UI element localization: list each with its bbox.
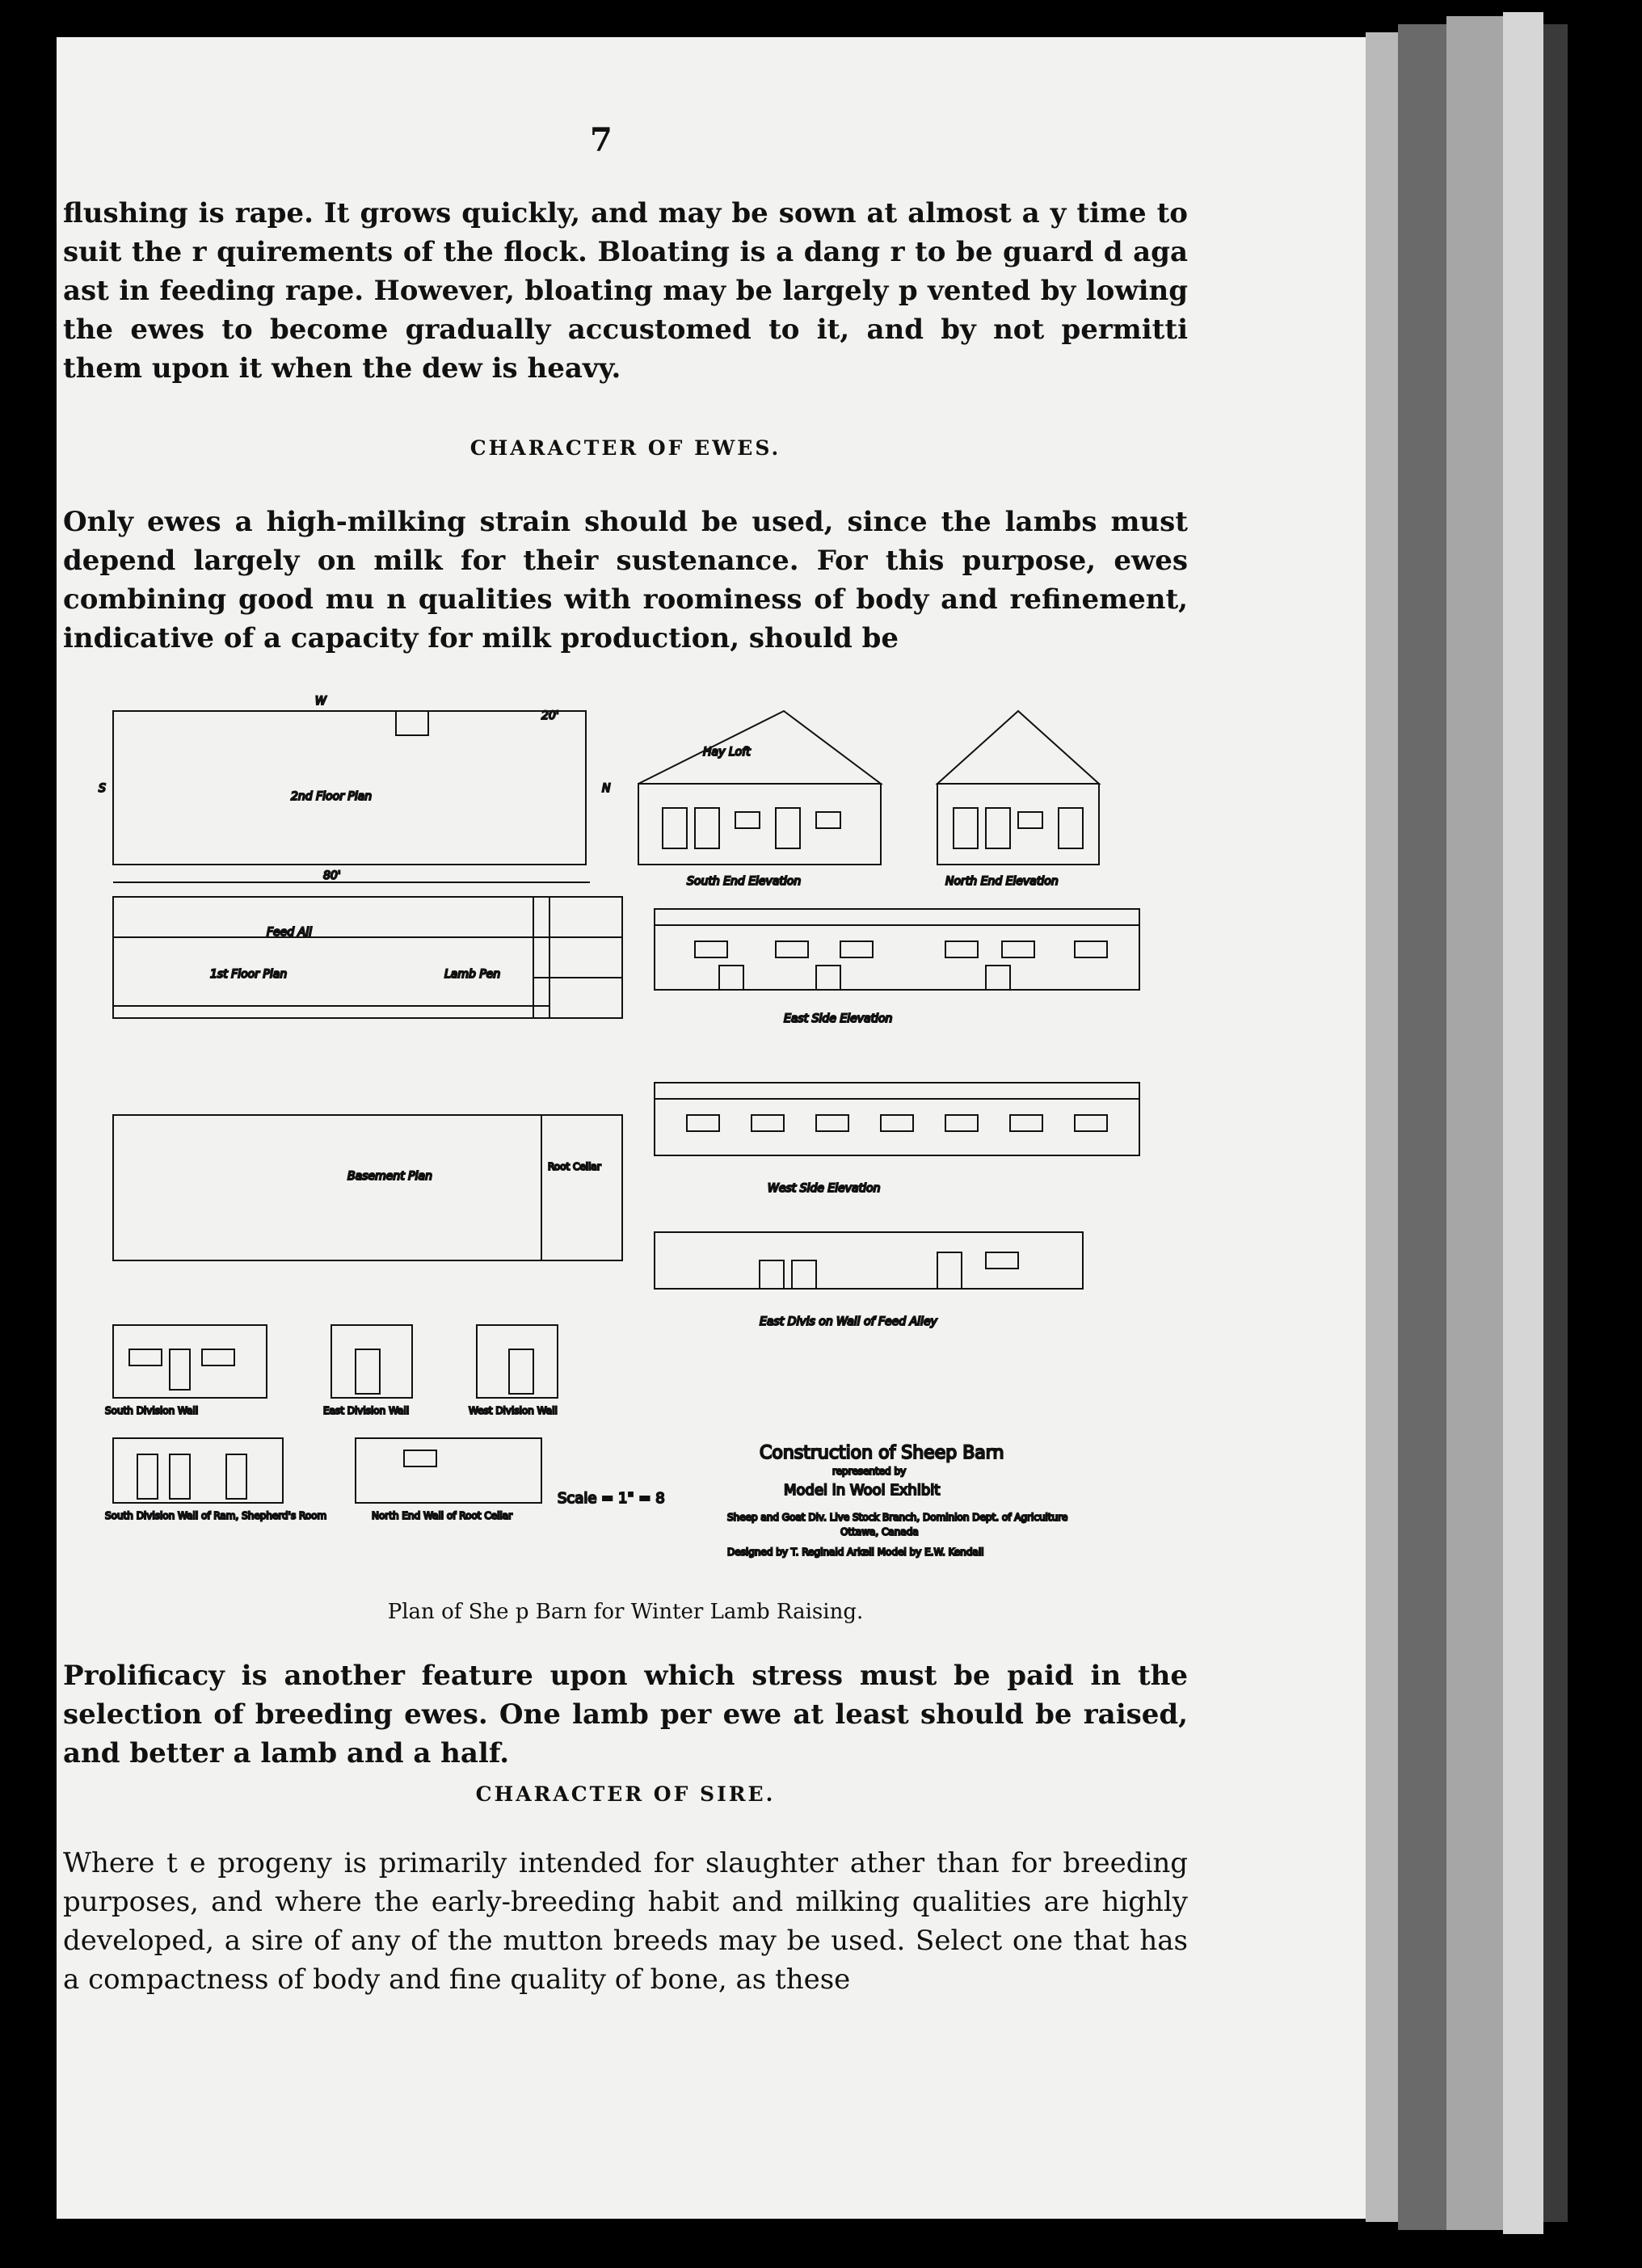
north-end-wall-label: North End Wall of Root Cellar [372, 1510, 513, 1521]
plan-w-label: W [315, 695, 326, 708]
barn-plan-figure [99, 695, 1156, 1567]
plan-credit: Designed by T. Reginald Arkell Model by E.W. Kendall [727, 1546, 984, 1558]
south-division-label: South Division Wall [105, 1405, 199, 1416]
south-end-label: South End Elevation [687, 875, 802, 888]
feed-alley-label: Feed All [267, 926, 312, 939]
basement-outline [113, 1115, 541, 1260]
plan-credit: Ottawa, Canada [840, 1526, 919, 1538]
east-division-wall-label: East Division Wall [323, 1405, 410, 1416]
second-floor-outline [113, 711, 586, 865]
paragraph: Where t e progeny is primarily intended for slaughter ather than for breeding purposes, and where the early-breeding habit and milking qualities are highly developed, a sire of any of the mutton breeds may be used. Select one that has a compactness of body and fine quality of bone, as these [63, 1847, 1188, 1996]
dim-label: 20' [541, 709, 559, 722]
plan-subtitle: represented by [832, 1466, 907, 1477]
plan-s-label: S [99, 782, 106, 795]
plan-subtitle-2: Model in Wool Exhibit [784, 1482, 941, 1499]
figure-caption: Plan of She p Barn for Winter Lamb Raising. [387, 1600, 864, 1624]
section-heading: CHARACTER OF EWES. [469, 436, 781, 460]
scale-label: Scale = 1" = 8 [558, 1490, 665, 1507]
page-number: 7 [590, 121, 613, 159]
west-side-label: West Side Elevation [768, 1182, 881, 1195]
paragraph: flushing is rape. It grows quickly, and may be sown at almost a y time to suit the r quirements of the flock. Bloating is a dang r to be guard d aga ast in feeding rape. However, bloating may be largely p vented by lowing the ewes to become gradually accustomed to it, and by not permitti them upon it when the dew is heavy. [63, 197, 1188, 385]
first-floor-outline [113, 897, 549, 1018]
east-division-label: East Divis on Wall of Feed Alley [760, 1315, 937, 1328]
plan-n-label: N [602, 782, 611, 795]
first-floor-label: 1st Floor Plan [210, 968, 288, 981]
page-edge [1398, 24, 1446, 2230]
plan-credit: Sheep and Goat Div. Live Stock Branch, Dominion Dept. of Agriculture [727, 1512, 1068, 1523]
root-cellar-label: Root Cellar [548, 1161, 601, 1172]
south-division-wall-2 [113, 1438, 283, 1503]
north-end-wall [356, 1438, 541, 1503]
page-edge [1366, 32, 1398, 2222]
page-edge [1543, 24, 1568, 2222]
second-floor-label: 2nd Floor Plan [291, 790, 373, 803]
south-division-2-label: South Division Wall of Ram, Shepherd's Room [105, 1510, 327, 1521]
basement-label: Basement Plan [347, 1170, 432, 1183]
page-edge [1446, 16, 1503, 2230]
west-side-elevation [655, 1083, 1139, 1155]
lamb-pen-label: Lamb Pen [444, 968, 501, 981]
paragraph: Only ewes a high-milking strain should be used, since the lambs must depend largely on milk for their sustenance. For this purpose, ewes combining good mu n qualities with roominess of body and refinement, indicative of a capacity for milk production, should be [63, 506, 1188, 654]
paragraph: Prolificacy is another feature upon which stress must be paid in the selection of breeding ewes. One lamb per ewe at least should be raised, and better a lamb and a half. [63, 1660, 1188, 1769]
west-division-wall-label: West Division Wall [469, 1405, 558, 1416]
east-side-label: East Side Elevation [784, 1012, 893, 1025]
dim-label: 80' [323, 869, 341, 882]
west-division-wall [477, 1325, 558, 1398]
east-division-wall [331, 1325, 412, 1398]
north-end-label: North End Elevation [945, 875, 1059, 888]
plan-title: Construction of Sheep Barn [760, 1443, 1004, 1463]
hay-loft-label: Hay Loft [703, 746, 751, 759]
section-heading: CHARACTER OF SIRE. [475, 1782, 776, 1806]
page-edge [1503, 12, 1543, 2234]
